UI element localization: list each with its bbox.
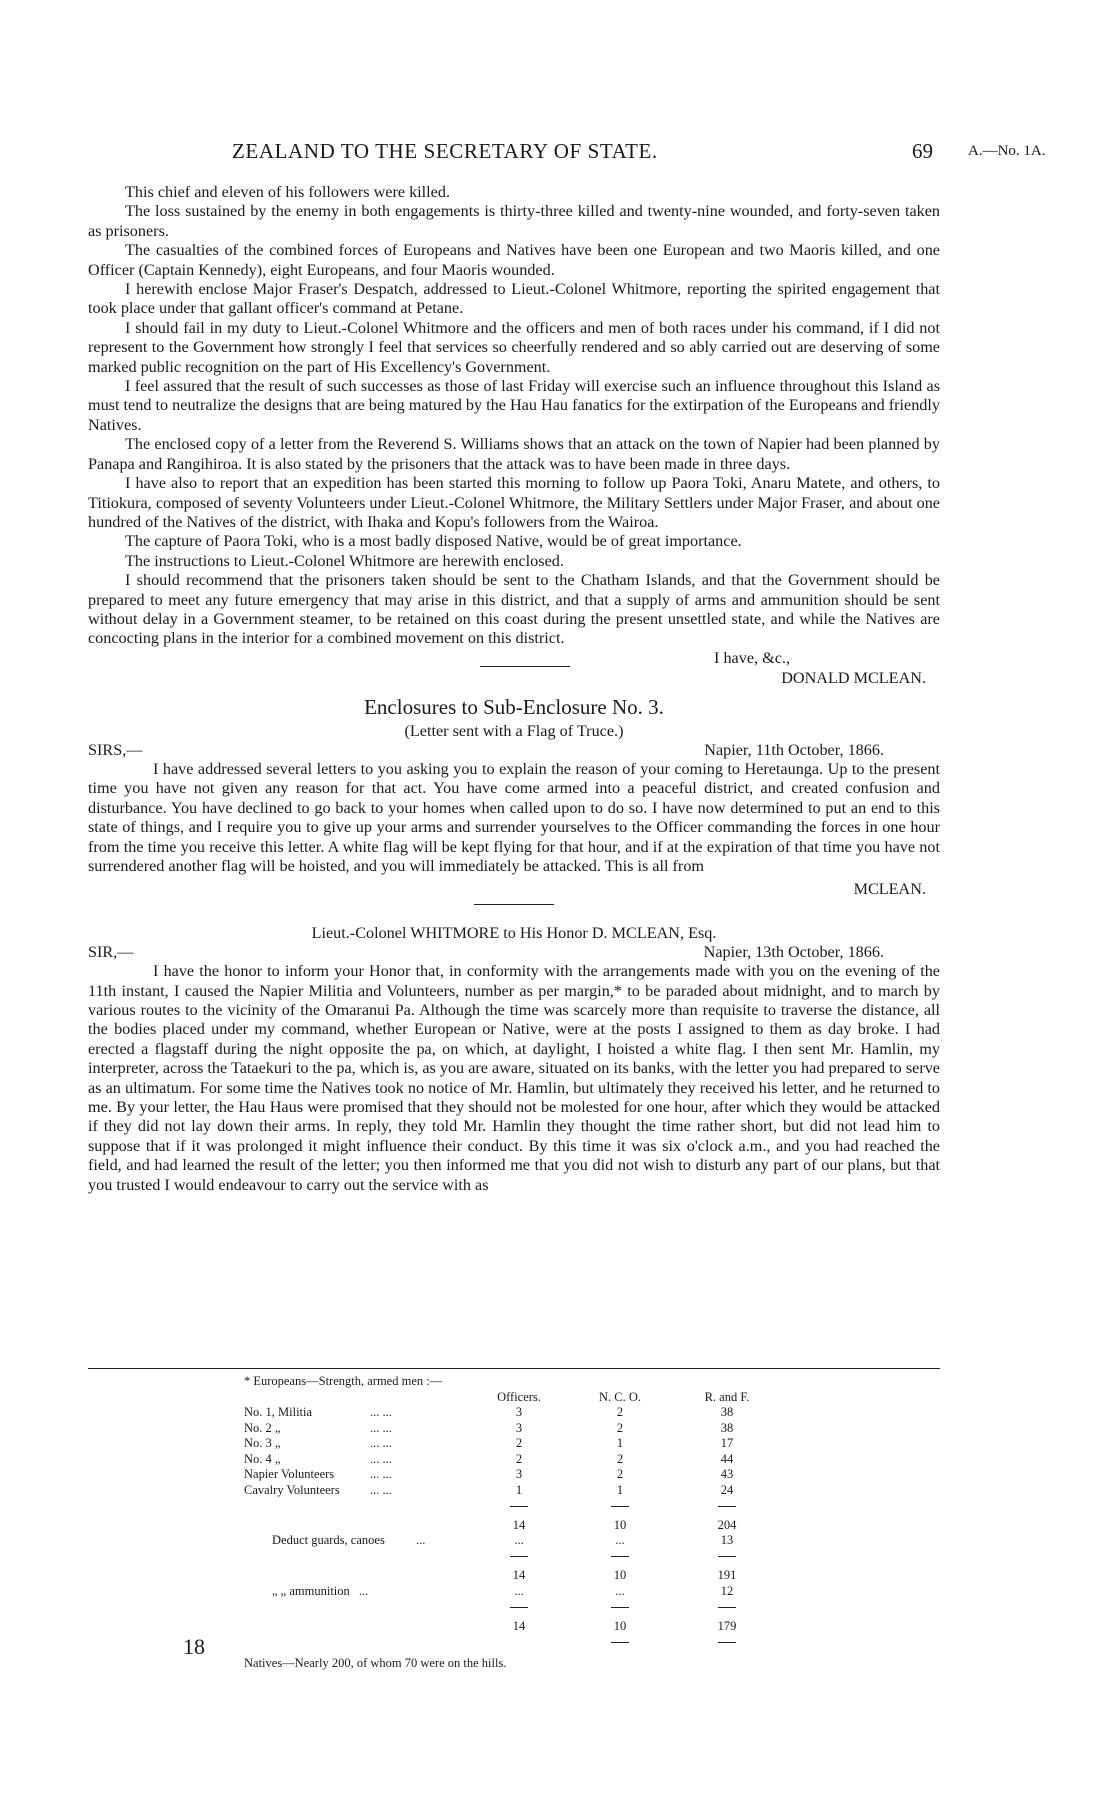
cell: 1 [616, 1436, 624, 1450]
cell: 2 [515, 1451, 523, 1466]
sum-rule [611, 1556, 629, 1557]
total-row [244, 1564, 782, 1584]
footnote-rule [88, 1368, 940, 1369]
cell: 10 [613, 1618, 627, 1633]
row-label: Cavalry Volunteers [244, 1482, 340, 1497]
closing: I have, &c., [714, 648, 790, 667]
deduct-row [244, 1584, 782, 1600]
cell: 1 [616, 1482, 624, 1497]
table-row [244, 1483, 782, 1499]
paper-reference: A.—No. 1A. [968, 143, 1046, 159]
salutation: SIRS,— [88, 740, 143, 759]
row-label: Deduct guards, canoes [272, 1533, 385, 1547]
folio-number: 18 [183, 1634, 205, 1659]
column-header: Officers. [497, 1389, 541, 1404]
strength-table [244, 1390, 782, 1650]
sum-rule [611, 1506, 629, 1507]
cell: 2 [616, 1420, 624, 1435]
whitmore-letter-body: I have the honor to inform your Honor that, in conformity with the arrangements made with you on the evening of the 11th instant, I caused the Napier Militia and Volunteers, number as per margin,* to be paraded about midnight, and to march by various routes to the vicinity of the Omaranui Pa. Although the time was scarcely more than requisite to traverse the distance, all the bodies placed under my command, whether European or Native, were at the posts I assigned to them as day broke. I had erected a flagstaff during the night opposite the pa, on which, at daylight, I hoisted a white flag. I then sent Mr. Hamlin, my interpreter, across the Tataekuri to the pa, which is, as you are aware, situated on its banks, with the letter you had prepared to serve as an ultimatum. For some time the Natives took no notice of Mr. Hamlin, but ultimately they received his letter, and he returned to me. By your letter, the Hau Haus were promised that they should not be molested for one hour, after which they would be attacked if they did not lay down their arms. In reply, they told Mr. Hamlin they thought the time rather short, but did not lead him to suppose that if it was prolonged it might influence their conduct. By this time it was six o'clock a.m., and you had reached the field, and had learned the result of the letter; you then informed me that you did not wish to disturb any part of our plans, but that you trusted I would endeavour to carry out the service with as [88, 962, 940, 1194]
leader-dots: ... ... [370, 1482, 392, 1497]
cell: 38 [720, 1420, 734, 1435]
table-row [244, 1405, 782, 1421]
sum-rule [611, 1642, 629, 1643]
paragraph: This chief and eleven of his followers were killed. [125, 183, 450, 201]
leader-dots: ... ... [370, 1405, 392, 1419]
whitmore-letter-heading: Lieut.-Colonel WHITMORE to His Honor D. MCLEAN, Esq. [311, 923, 717, 942]
natives-note: Natives—Nearly 200, of whom 70 were on the hills. [244, 1655, 507, 1670]
row-label: No. 1, Militia [244, 1405, 313, 1419]
sum-rule [718, 1642, 736, 1643]
total-row [244, 1615, 782, 1635]
divider [480, 666, 570, 667]
total-row [244, 1514, 782, 1534]
rule-row [244, 1549, 782, 1565]
truce-letter-body: I have addressed several letters to you asking you to explain the reason of your coming to Heretaunga. Up to the present time you have not given any reason for that act. You have come armed into a peaceful district, and created confusion and disturbance. You have declined to go back to your homes when called upon to do so. I have now determined to put an end to this state of things, and I require you to give up your arms and surrender yourselves to the Officer commanding the forces in one hour from the time you receive this letter. A white flag will be kept flying for that hour, and if at the expiration of that time you have not surrendered another flag will be hoisted, and you will immediately be attacked. This is all from [88, 759, 940, 875]
sum-rule [611, 1607, 629, 1608]
paragraph: The capture of Paora Toki, who is a most badly disposed Native, would be of great importance. [125, 532, 742, 551]
row-label: No. 4 „ [244, 1451, 281, 1466]
cell: 3 [515, 1420, 523, 1435]
cell: 38 [720, 1405, 734, 1419]
cell: 3 [515, 1405, 523, 1419]
cell: 17 [720, 1436, 734, 1450]
row-label: „ „ ammunition [272, 1583, 350, 1598]
paragraph: I should recommend that the prisoners taken should be sent to the Chatham Islands, and that the Government should be prepared to meet any future emergency that may arise in this district, and that a supply of arms and ammunition should be sent without delay in a Government steamer, to be retained on this coast during the present unsettled state, and while the Natives are concocting plans in the interior for a combined movement on this district. [88, 571, 940, 648]
column-header: R. and F. [704, 1389, 750, 1404]
leader-dots: ... ... [370, 1467, 392, 1481]
paragraph: I herewith enclose Major Fraser's Despatch, addressed to Lieut.-Colonel Whitmore, reporting the spirited engagement that took place under that gallant officer's command at Petane. [88, 280, 940, 318]
salutation: SIR,— [88, 942, 134, 961]
paragraph: I have also to report that an expedition has been started this morning to follow up Paora Toki, Anaru Matete, and others, to Titiokura, composed of seventy Volunteers under Lieut.-Colonel Whitmore, the Military Settlers under Major Fraser, and about one hundred of the Natives of the district, with Ihaka and Kopu's followers from the Wairoa. [88, 474, 940, 531]
rule-row [244, 1498, 782, 1514]
table-row [244, 1452, 782, 1468]
paragraph: I feel assured that the result of such successes as those of last Friday will exercise such an influence throughout this Island as must tend to neutralize the designs that are being matured by the Hau Hau fanatics for the extirpation of the Europeans and friendly Natives. [88, 377, 940, 434]
cell: 13 [720, 1533, 734, 1547]
salutation-line [88, 943, 940, 962]
cell: 24 [720, 1482, 734, 1497]
cell: 191 [717, 1568, 737, 1582]
cell: 10 [613, 1568, 627, 1582]
page-number: 69 [912, 139, 933, 163]
paragraph: The enclosed copy of a letter from the Reverend S. Williams shows that an attack on the town of Napier had been planned by Panapa and Rangihiroa. It is also stated by the prisoners that the attack was to have been made in three days. [88, 435, 940, 473]
enclosures-subheading: (Letter sent with a Flag of Truce.) [404, 721, 624, 740]
signature-mclean: DONALD MCLEAN. [781, 669, 926, 688]
footnote-table [244, 1374, 804, 1671]
enclosures-heading: Enclosures to Sub-Enclosure No. 3. [364, 694, 664, 719]
cell: 14 [512, 1568, 526, 1582]
sum-rule [510, 1556, 528, 1557]
header-title: ZEALAND TO THE SECRETARY OF STATE. [232, 139, 658, 163]
despatch-text [88, 183, 940, 1195]
cell: ... [514, 1583, 524, 1598]
paragraph: I should fail in my duty to Lieut.-Colonel Whitmore and the officers and men of both races under his command, if I did not represent to the Government how strongly I feel that services so cheerfully rendered and so ably carried out are deserving of some marked public recognition on the part of His Excellency's Government. [88, 318, 940, 376]
paragraph: The casualties of the combined forces of Europeans and Natives have been one European and two Maoris killed, and one Officer (Captain Kennedy), eight Europeans, and four Maoris wounded. [88, 241, 940, 279]
cell: 3 [515, 1467, 523, 1481]
paragraph: The instructions to Lieut.-Colonel Whitmore are herewith enclosed. [125, 551, 564, 570]
sum-rule [718, 1607, 736, 1608]
leader-dots: ... ... [370, 1436, 392, 1450]
leader-dots: ... [358, 1583, 369, 1598]
column-header: N. C. O. [598, 1389, 642, 1404]
table-row [244, 1467, 782, 1483]
cell: 14 [512, 1618, 526, 1633]
rule-row [244, 1634, 782, 1650]
leader-dots: ... ... [370, 1420, 392, 1435]
leader-dots: ... [415, 1533, 426, 1547]
paragraph: The loss sustained by the enemy in both engagements is thirty-three killed and twenty-nine wounded, and forty-seven taken as prisoners. [88, 202, 940, 240]
cell: 204 [717, 1517, 737, 1532]
cell: 2 [616, 1451, 624, 1466]
table-row [244, 1421, 782, 1437]
cell: 12 [720, 1583, 734, 1598]
rule-row [244, 1599, 782, 1615]
cell: ... [514, 1533, 524, 1547]
cell: 43 [720, 1467, 734, 1481]
leader-dots: ... ... [370, 1451, 392, 1466]
cell: 2 [616, 1405, 624, 1419]
signature-truce: MCLEAN. [853, 880, 926, 899]
cell: 2 [515, 1436, 523, 1450]
table-header-row [244, 1390, 782, 1406]
row-label: No. 3 „ [244, 1436, 281, 1450]
sum-rule [718, 1506, 736, 1507]
sum-rule [510, 1506, 528, 1507]
cell: 2 [616, 1467, 624, 1481]
footnote-heading: * Europeans—Strength, armed men :— [244, 1374, 443, 1388]
cell: 179 [717, 1618, 737, 1633]
cell: 1 [515, 1482, 523, 1497]
sum-rule [510, 1607, 528, 1608]
sum-rule [718, 1556, 736, 1557]
deduct-row [244, 1533, 782, 1549]
row-label: Napier Volunteers [244, 1467, 335, 1481]
salutation-line [88, 741, 940, 760]
table-row [244, 1436, 782, 1452]
divider [474, 904, 554, 905]
cell: 10 [613, 1517, 627, 1532]
cell: 14 [512, 1517, 526, 1532]
cell: ... [615, 1583, 625, 1598]
place-date: Napier, 11th October, 1866. [704, 740, 884, 759]
cell: 44 [720, 1451, 734, 1466]
row-label: No. 2 „ [244, 1420, 281, 1435]
cell: ... [615, 1533, 625, 1547]
running-header [0, 139, 1114, 167]
place-date: Napier, 13th October, 1866. [703, 942, 884, 961]
